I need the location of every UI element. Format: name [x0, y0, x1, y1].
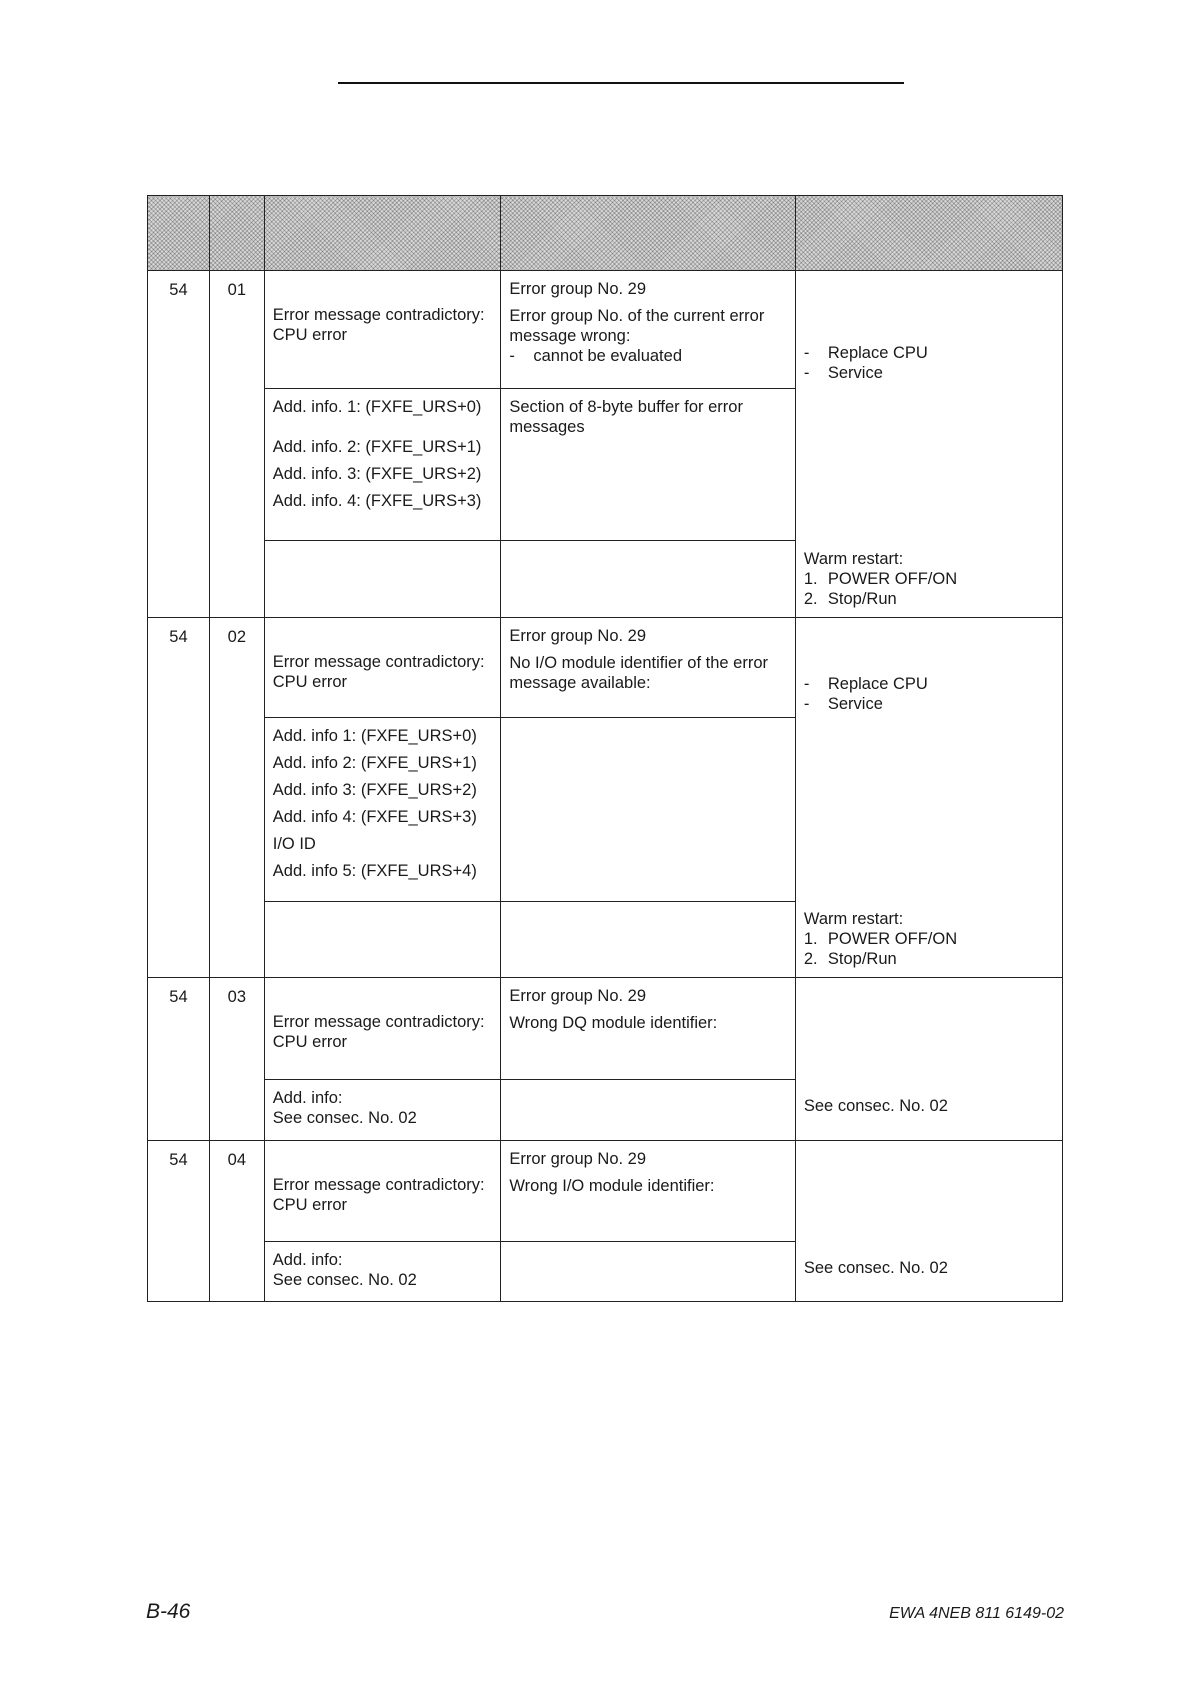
add-info-cell: Add. info: See consec. No. 02 — [264, 1242, 501, 1302]
remedy-cell: - Replace CPU - Service — [795, 617, 1062, 901]
empty-cell — [264, 901, 501, 978]
error-group-cell: 54 — [148, 978, 210, 1141]
cause-cell: Error group No. 29 Error group No. of the current error message wrong: - cannot be evaluated — [501, 271, 796, 389]
error-group-cell: 54 — [148, 617, 210, 978]
table-row — [148, 1141, 1063, 1242]
consec-number-cell: 02 — [209, 617, 264, 978]
empty-cell — [501, 901, 796, 978]
document-number: EWA 4NEB 811 6149-02 — [889, 1605, 1064, 1622]
table-row — [148, 901, 1063, 978]
table-row — [148, 617, 1063, 717]
table-header-shaded — [148, 196, 1063, 271]
header-cell — [209, 196, 264, 271]
error-group-cell: 54 — [148, 1141, 210, 1302]
message-cell: Error message contradictory: CPU error — [264, 978, 501, 1080]
cause-cell: Error group No. 29 No I/O module identifier of the error message available: — [501, 617, 796, 717]
add-info-cell: Add. info. 1: (FXFE_URS+0) Add. info. 2: (FXFE_URS+1) Add. info. 3: (FXFE_URS+2) Add. info. 4: (FXFE_URS+3) — [264, 389, 501, 541]
add-cause-cell: Section of 8-byte buffer for error messages — [501, 389, 796, 541]
header-cell — [148, 196, 210, 271]
error-table — [147, 195, 1063, 1302]
consec-number-cell: 04 — [209, 1141, 264, 1302]
header-cell — [264, 196, 501, 271]
add-cause-cell — [501, 1080, 796, 1141]
consec-number-cell: 03 — [209, 978, 264, 1141]
add-info-cell: Add. info: See consec. No. 02 — [264, 1080, 501, 1141]
table-row — [148, 978, 1063, 1080]
page-number: B-46 — [146, 1600, 191, 1623]
message-cell: Error message contradictory: CPU error — [264, 1141, 501, 1242]
add-cause-cell — [501, 1242, 796, 1302]
remedy-cell: See consec. No. 02 — [795, 1141, 1062, 1302]
restart-cell: Warm restart: 1. POWER OFF/ON 2. Stop/Run — [795, 541, 1062, 618]
message-cell: Error message contradictory: CPU error — [264, 617, 501, 717]
remedy-cell: - Replace CPU - Service — [795, 271, 1062, 541]
consec-number-cell: 01 — [209, 271, 264, 618]
header-cell — [501, 196, 796, 271]
header-cell — [795, 196, 1062, 271]
table-row — [148, 271, 1063, 389]
header-rule — [338, 82, 904, 84]
error-group-cell: 54 — [148, 271, 210, 618]
empty-cell — [264, 541, 501, 618]
table-row — [148, 541, 1063, 618]
message-cell: Error message contradictory: CPU error — [264, 271, 501, 389]
remedy-cell: See consec. No. 02 — [795, 978, 1062, 1141]
restart-cell: Warm restart: 1. POWER OFF/ON 2. Stop/Run — [795, 901, 1062, 978]
cause-cell: Error group No. 29 Wrong DQ module identifier: — [501, 978, 796, 1080]
add-info-cell: Add. info 1: (FXFE_URS+0) Add. info 2: (FXFE_URS+1) Add. info 3: (FXFE_URS+2) Add. info 4: (FXFE_URS+3) I/O ID Add. info 5: (FXFE_URS+4) — [264, 717, 501, 901]
empty-cell — [501, 541, 796, 618]
cause-cell: Error group No. 29 Wrong I/O module identifier: — [501, 1141, 796, 1242]
add-cause-cell — [501, 717, 796, 901]
